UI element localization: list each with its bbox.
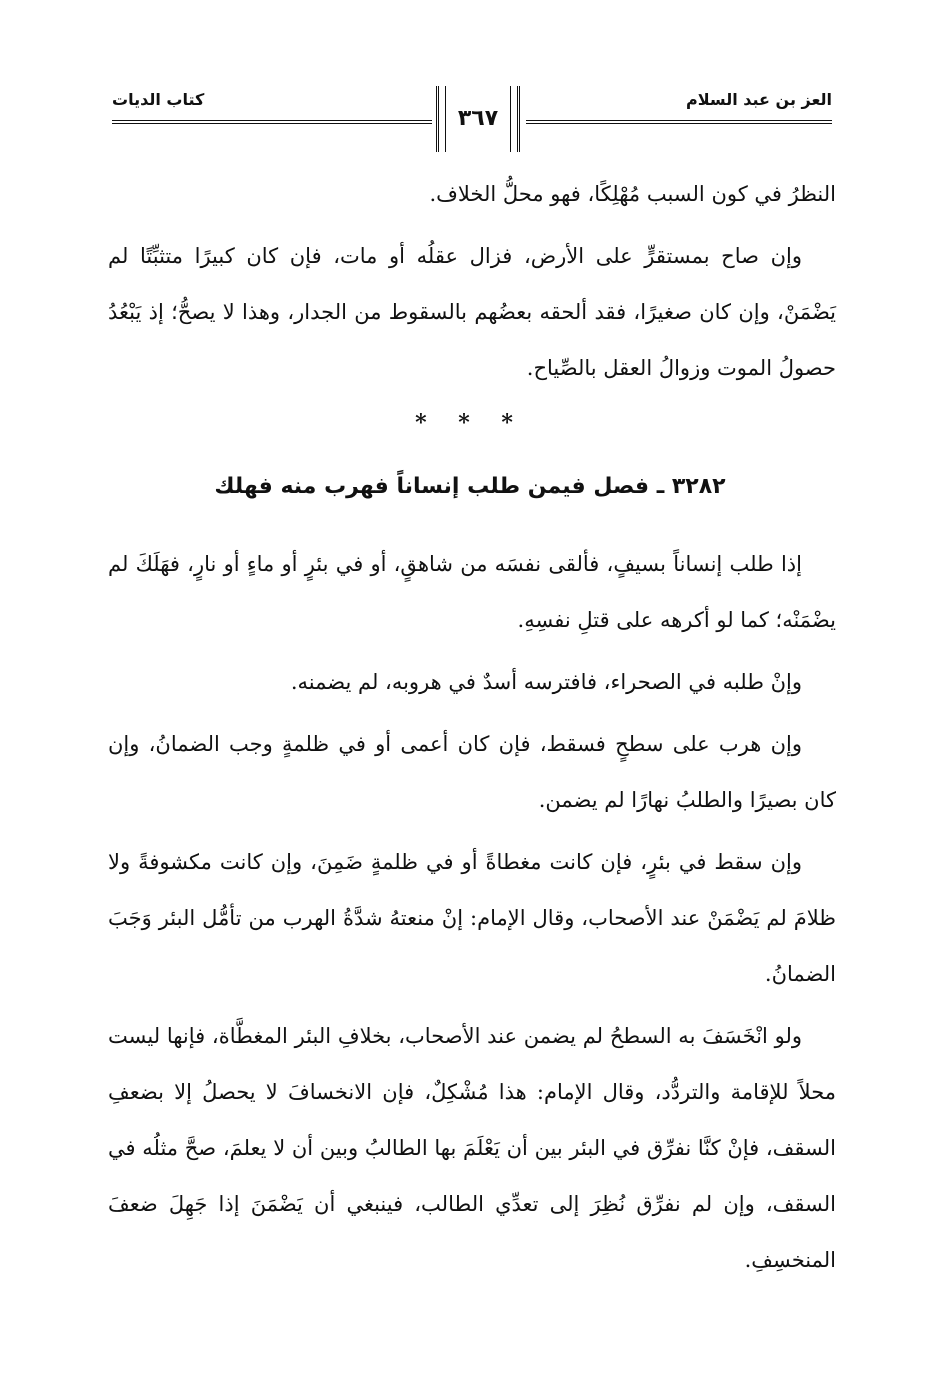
header-rule-right — [526, 120, 832, 124]
header-author: العز بن عبد السلام — [686, 90, 832, 109]
page-number: ٣٦٧ — [457, 106, 499, 131]
running-header — [112, 86, 832, 156]
paragraph: وإن هرب على سطحٍ فسقط، فإن كان أعمى أو في ظلمةٍ وجب الضمانُ، وإن كان بصيرًا والطلبُ نهارًا لم يضمن. — [108, 732, 836, 812]
intro-text — [108, 166, 836, 396]
header-book-title: كتاب الديات — [112, 90, 205, 109]
section-separator: * * * — [415, 410, 525, 436]
paragraph: وإنْ طلبه في الصحراء، فافترسه أسدٌ في هروبه، لم يضمنه. — [290, 670, 802, 694]
paragraph: إذا طلب إنساناً بسيفٍ، فألقى نفسَه من شاهقٍ، أو في بئرٍ أو ماءٍ أو نارٍ، فهَلَكَ لم يضْمَنْه؛ كما لو أكرهه على قتلِ نفسِهِ. — [108, 552, 836, 632]
paragraph: وإن سقط في بئرٍ، فإن كانت مغطاةً أو في ظلمةٍ ضَمِنَ، وإن كانت مكشوفةً ولا ظلامَ لم يَضْمَنْ عند الأصحاب، وقال الإمام: إنْ منعتهُ شدَّةُ الهرب من تأمُّل البئر وَجَبَ الضمانُ. — [108, 850, 836, 986]
page-number-frame — [436, 86, 520, 152]
section-heading: ٣٢٨٢ ـ فصل فيمن طلب إنساناً فهرب منه فهلك — [214, 474, 726, 499]
section-text — [108, 536, 836, 1288]
header-rule-left — [112, 120, 432, 124]
paragraph: النظرُ في كون السبب مُهْلِكًا، فهو محلُّ الخلاف. — [429, 182, 836, 206]
paragraph: ولو انْخَسَفَ به السطحُ لم يضمن عند الأصحاب، بخلافِ البئر المغطَّاة، فإنها ليست محلاً للإقامة والتردُّد، وقال الإمام: هذا مُشْكِلٌ، فإن الانخسافَ لا يحصلُ إلا بضعفِ السقف، فإنْ كنَّا نفرِّق في البئر بين أن يَعْلَمَ بها الطالبُ وبين أن لا يعلمَ، صحَّ مثلُه في السقف، وإن لم نفرِّق نُظِرَ إلى تعدِّي الطالب، فينبغي أن يَضْمَنَ إذا جَهِلَ ضعفَ المنخسِفِ. — [108, 1024, 836, 1272]
paragraph: وإن صاح بمستقرٍّ على الأرض، فزال عقلُه أو مات، فإن كان كبيرًا متثبِّتًا لم يَضْمَنْ، وإن كان صغيرًا، فقد ألحقه بعضُهم بالسقوط من الجدار، وهذا لا يصحُّ؛ إذ يَبْعُدُ حصولُ الموت وزوالُ العقل بالصِّياح. — [108, 244, 836, 380]
